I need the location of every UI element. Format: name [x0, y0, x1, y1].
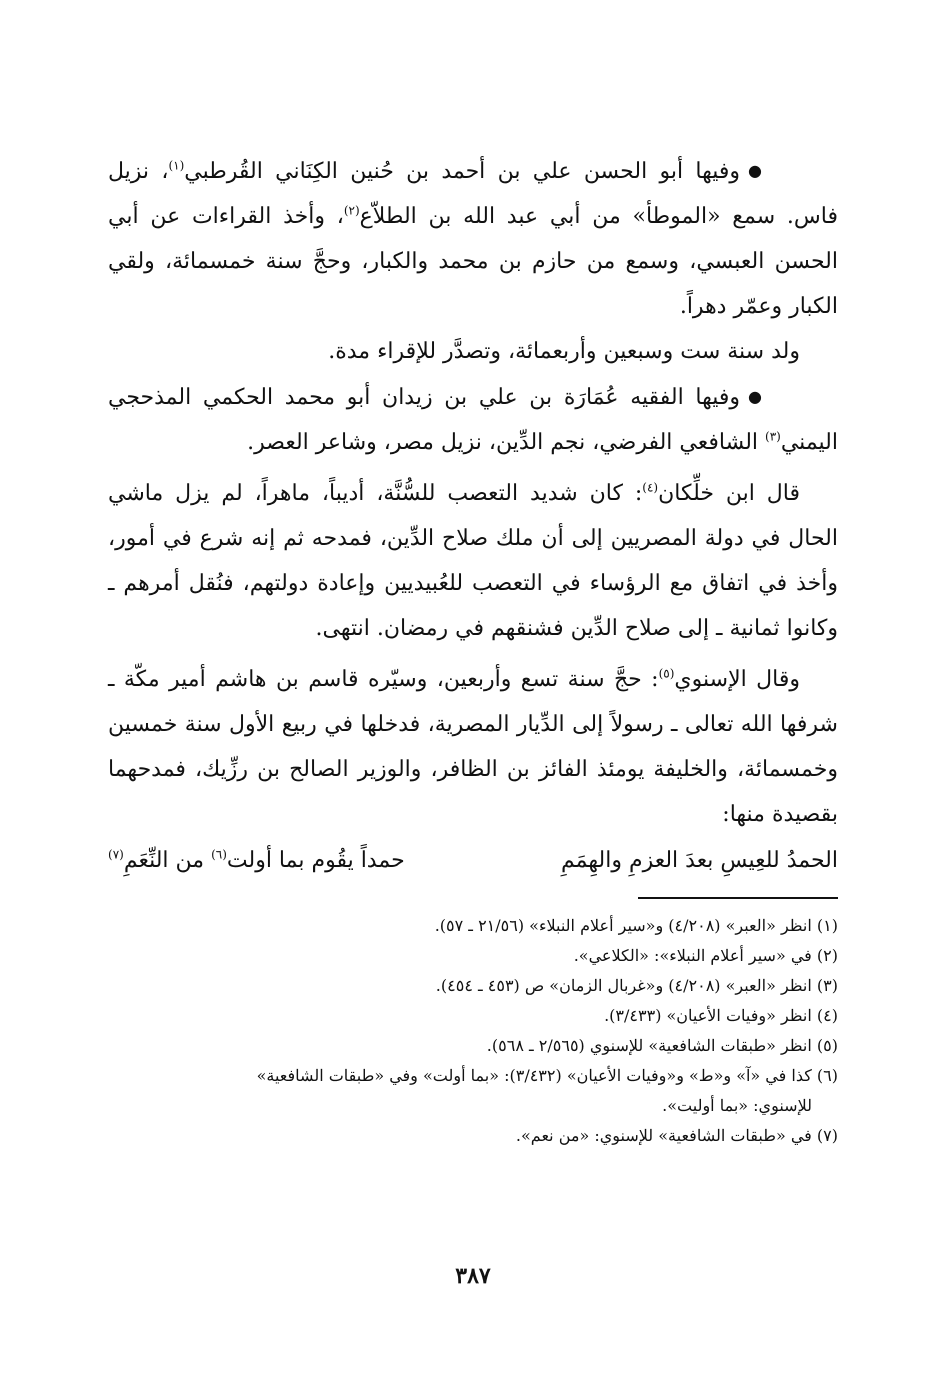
- footnotes: [108, 911, 838, 1151]
- footnote-ref[interactable]: (١): [168, 158, 185, 173]
- entry-text: ، وأخذ القراءات عن أبي الحسن العبسي، وسمع من حازم بن محمد والكبار، وحجَّ سنة خمسمائة، ولقي الكبار وعمّر دهراً.: [108, 204, 838, 319]
- footnote-divider: [638, 897, 838, 899]
- footnote-ref[interactable]: (٦): [211, 847, 227, 862]
- footnote-ref[interactable]: (٥): [658, 666, 675, 681]
- footnote-ref[interactable]: (٧): [108, 847, 124, 862]
- paragraph: ولد سنة ست وسبعين وأربعمائة، وتصدَّر للإقراء مدة.: [328, 339, 800, 364]
- bullet-icon: ●: [748, 161, 762, 180]
- quote-paragraph: [108, 471, 838, 651]
- footnote: (٣) انظر «العبر» (٤/٢٠٨) و«غربال الزمان» ص (٤٥٣ ـ ٤٥٤).: [435, 976, 838, 995]
- footnote: (٦) كذا في «آ» و«ط» و«وفيات الأعيان» (٣/٤٣٢): «بما أولت» وفي «طبقات الشافعية»: [256, 1066, 838, 1085]
- quote-text: : حجَّ سنة تسع وأربعين، وسيّره قاسم بن هاشم أمير مكّة ـ شرفها الله تعالى ـ رسولاً إلى الدِّيار المصرية، فدخلها في ربيع الأول سنة خمسين وخمسمائة، والخليفة يومئذ الفائز بن الظافر، والوزير الصالح بن رزِّيك، فمدحهما بقصيدة منها:: [108, 667, 838, 827]
- entry-text: الشافعي الفرضي، نجم الدِّين، نزيل مصر، وشاعر العصر.: [247, 430, 766, 455]
- quote-text: وقال الإسنوي: [674, 667, 800, 692]
- entry-paragraph: [108, 148, 838, 329]
- entry-text: وفيها أبو الحسن علي بن أحمد بن حُنين الكِنَاني القُرطبي: [184, 159, 741, 184]
- verse-text: من النِّعَمِ: [123, 848, 212, 873]
- verse-first-hemistich: الحمدُ للعِيسِ بعدَ العزمِ والهِمَمِ: [561, 848, 838, 873]
- poem-verse: [108, 839, 838, 883]
- footnote: (٧) في «طبقات الشافعية» للإسنوي: «من نعم».: [515, 1126, 838, 1145]
- quote-text: : كان شديد التعصب للسُّنَّة، أديباً، ماهراً، لم يزل ماشي الحال في دولة المصريين إلى أن ملك صلاح الدِّين، فمدحه ثم إنه شرع في أمور، وأخذ في اتفاق مع الرؤساء في التعصب للعُبيديين وإعادة دولتهم، فنُقل أمرهم ـ وكانوا ثمانية ـ إلى صلاح الدِّين فشنقهم في رمضان. انتهى.: [108, 481, 838, 641]
- footnote-ref[interactable]: (٤): [642, 480, 659, 495]
- entry-paragraph: [108, 374, 838, 465]
- quote-paragraph: [108, 657, 838, 837]
- entry-text: ، نزيل فاس. سمع «الموطأ» من أبي عبد الله بن الطلاّع: [108, 159, 838, 229]
- bullet-icon: ●: [748, 387, 762, 406]
- page-number: ٣٨٧: [455, 1263, 491, 1289]
- verse-text: حمداً يقُوم بما أولت: [226, 848, 405, 873]
- main-text: [108, 148, 838, 883]
- entry-text: وفيها الفقيه عُمَارَة بن علي بن زيدان أبو محمد الحكمي المذحجي اليمني: [108, 385, 838, 455]
- page-content: [108, 148, 838, 1151]
- footnote-continuation: [108, 1091, 838, 1121]
- footnote-ref[interactable]: (٣): [765, 429, 781, 444]
- footnote: (٤) انظر «وفيات الأعيان» (٣/٤٣٣).: [604, 1006, 838, 1025]
- verse-second-hemistich: [108, 839, 405, 883]
- footnote-continuation-text: للإسنوي: «بما أوليت».: [662, 1096, 812, 1115]
- footnote: (١) انظر «العبر» (٤/٢٠٨) و«سير أعلام النبلاء» (٢١/٥٦ ـ ٥٧).: [434, 916, 838, 935]
- footnote: (٢) في «سير أعلام النبلاء»: «الكلاعي».: [573, 946, 838, 965]
- footnote: (٥) انظر «طبقات الشافعية» للإسنوي (٢/٥٦٥ ـ ٥٦٨).: [486, 1036, 838, 1055]
- quote-text: قال ابن خلِّكان: [658, 481, 800, 506]
- footnote-ref[interactable]: (٢): [343, 203, 360, 218]
